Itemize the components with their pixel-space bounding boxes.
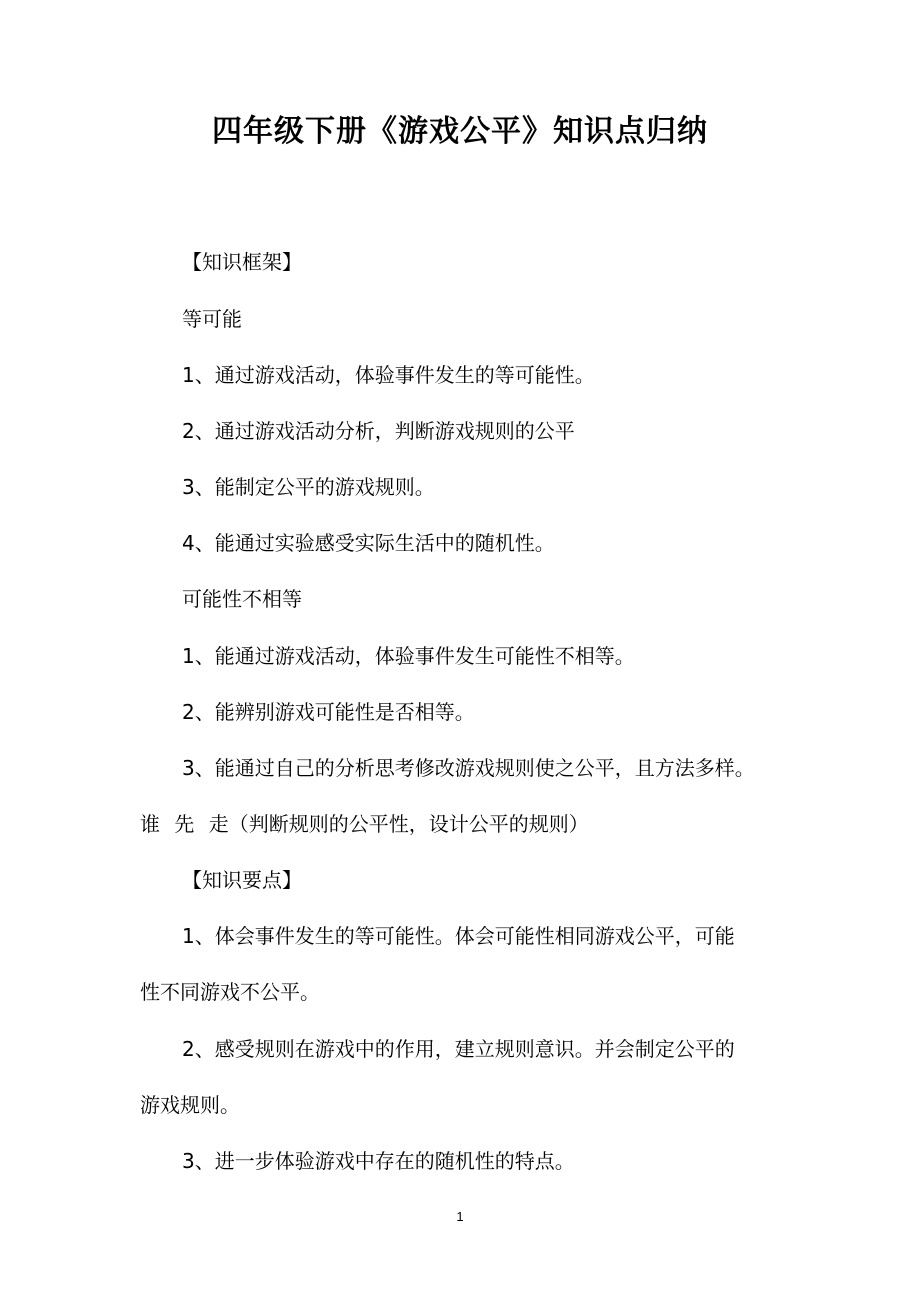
section1-item: 3、能制定公平的游戏规则。	[182, 475, 435, 499]
key-point-continuation: 性不同游戏不公平。	[140, 980, 320, 1004]
key-point-line: 1、体会事件发生的等可能性。体会可能性相同游戏公平，可能	[182, 924, 735, 948]
section1-item: 2、通过游戏活动分析，判断游戏规则的公平	[182, 419, 575, 443]
key-point-continuation: 游戏规则。	[140, 1093, 240, 1117]
section2-item: 1、能通过游戏活动，体验事件发生可能性不相等。	[182, 644, 635, 668]
key-points-heading: 【知识要点】	[182, 868, 302, 892]
section1-item: 1、通过游戏活动，体验事件发生的等可能性。	[182, 363, 595, 387]
section1-item: 4、能通过实验感受实际生活中的随机性。	[182, 531, 555, 555]
key-point-line: 2、感受规则在游戏中的作用，建立规则意识。并会制定公平的	[182, 1037, 735, 1061]
section2-heading: 可能性不相等	[182, 587, 302, 611]
framework-heading: 【知识框架】	[182, 250, 302, 274]
page-number: 1	[456, 1209, 464, 1224]
who-first-line: 谁 先 走（判断规则的公平性，设计公平的规则）	[140, 812, 589, 836]
section2-item: 3、能通过自己的分析思考修改游戏规则使之公平，且方法多样。	[182, 756, 755, 780]
section2-item: 2、能辨别游戏可能性是否相等。	[182, 700, 475, 724]
document-title: 四年级下册《游戏公平》知识点归纳	[212, 114, 708, 149]
section1-heading: 等可能	[182, 307, 242, 331]
key-point-line: 3、进一步体验游戏中存在的随机性的特点。	[182, 1149, 575, 1173]
